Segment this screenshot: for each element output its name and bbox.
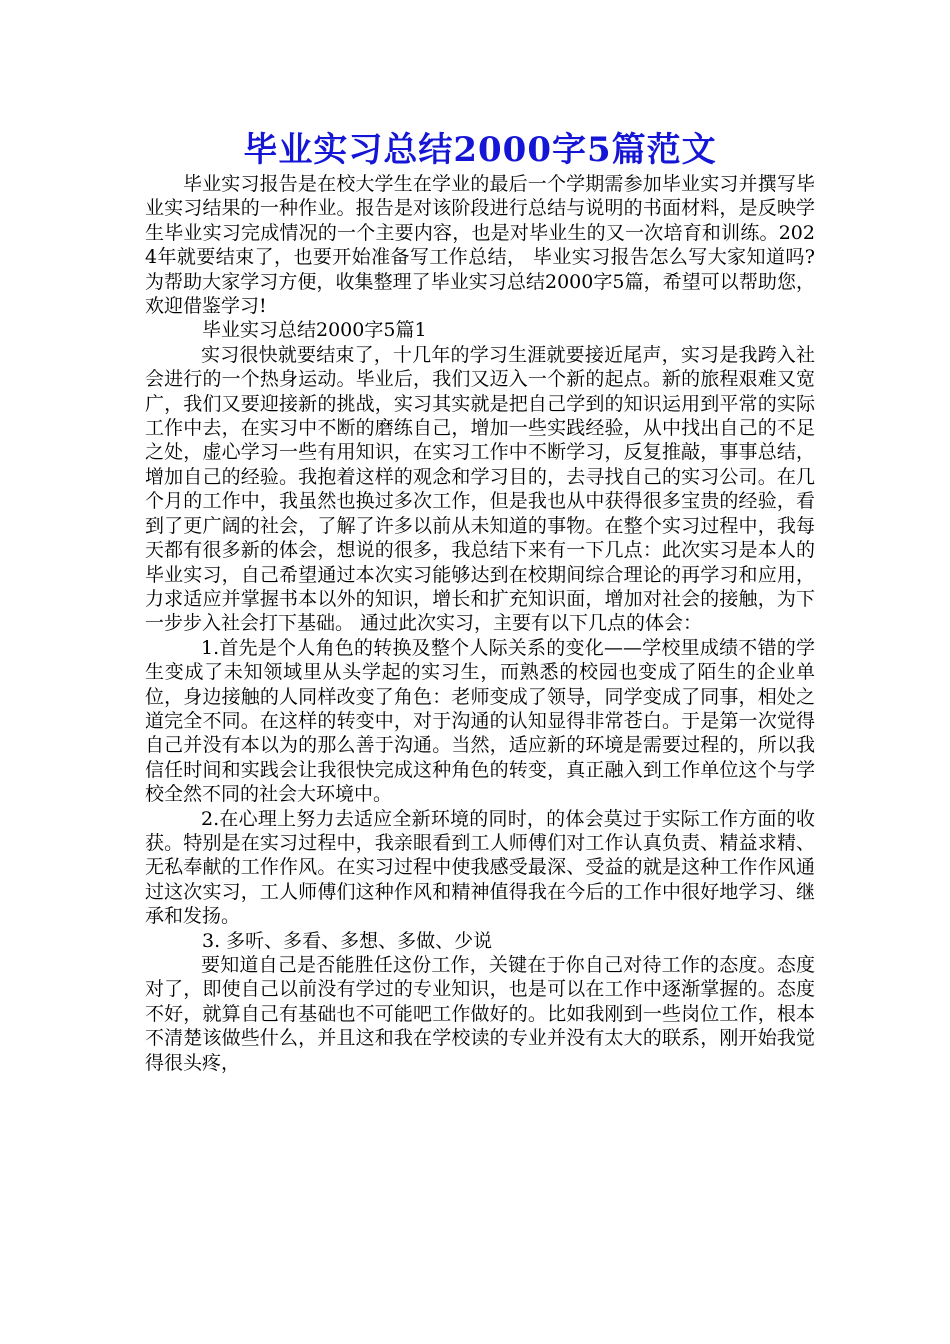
intro-paragraph: 毕业实习报告是在校大学生在学业的最后一个学期需参加毕业实习并撰写毕业实习结果的一种作业。报告是对该阶段进行总结与说明的书面材料，是反映学生毕业实习完成情况的一个主要内容，也是对毕业生的又一次培育和训练。2024年就要结束了，也要开始准备写工作总结， 毕业实习报告怎么写大家知道吗?为帮助大家学习方便，收集整理了毕业实习总结2000字5篇，希望可以帮助您，欢迎借鉴学习! — [145, 173, 815, 318]
point-2-paragraph: 2.在心理上努力去适应全新环境的同时，的体会莫过于实际工作方面的收获。特别是在实习过程中，我亲眼看到工人师傅们对工作认真负责、精益求精、无私奉献的工作作风。在实习过程中使我感受最深、受益的就是这种工作作风通过这次实习，工人师傅们这种作风和精神值得我在今后的工作中很好地学习、继承和发扬。 — [145, 807, 815, 928]
body-paragraph-2: 要知道自己是否能胜任这份工作，关键在于你自己对待工作的态度。态度对了，即使自己以前没有学过的专业知识，也是可以在工作中逐渐掌握的。态度不好，就算自己有基础也不可能吧工作做好的。比如我刚到一些岗位工作，根本不清楚该做些什么，并且这和我在学校读的专业并没有太大的联系，刚开始我觉得很头疼， — [145, 954, 815, 1074]
body-paragraph-1: 实习很快就要结束了，十几年的学习生涯就要接近尾声，实习是我跨入社会进行的一个热身运动。毕业后，我们又迈入一个新的起点。新的旅程艰难又宽广，我们又要迎接新的挑战，实习其实就是把自己学到的知识运用到平常的实际工作中去，在实习中不断的磨练自己，增加一些实践经验，从中找出自己的不足之处，虚心学习一些有用知识，在实习工作中不断学习，反复推敲，事事总结，增加自己的经验。我抱着这样的观念和学习目的，去寻找自己的实习公司。在几个月的工作中，我虽然也换过多次工作，但是我也从中获得很多宝贵的经验，看到了更广阔的社会，了解了许多以前从未知道的事物。在整个实习过程中，我每天都有很多新的体会，想说的很多，我总结下来有一下几点：此次实习是本人的毕业实习，自己希望通过本次实习能够达到在校期间综合理论的再学习和应用，力求适应并掌握书本以外的知识，增长和扩充知识面，增加对社会的接触，为下一步步入社会打下基础。 通过此次实习，主要有以下几点的体会： — [145, 343, 815, 635]
document-title: 毕业实习总结2000字5篇范文 — [243, 130, 717, 170]
point-3-heading: 3. 多听、多看、多想、多做、少说 — [202, 929, 493, 952]
document-page — [145, 128, 815, 1075]
point-1-paragraph: 1.首先是个人角色的转换及整个人际关系的变化——学校里成绩不错的学生变成了未知领域里从头学起的实习生，而熟悉的校园也变成了陌生的企业单位，身边接触的人同样改变了角色：老师变成了领导，同学变成了同事，相处之道完全不同。在这样的转变中，对于沟通的认知显得非常苍白。于是第一次觉得自己并没有本以为的那么善于沟通。当然，适应新的环境是需要过程的，所以我信任时间和实践会让我很快完成这种角色的转变，真正融入到工作单位这个与学校全然不同的社会大环境中。 — [145, 636, 815, 806]
section-heading: 毕业实习总结2000字5篇1 — [202, 319, 427, 342]
